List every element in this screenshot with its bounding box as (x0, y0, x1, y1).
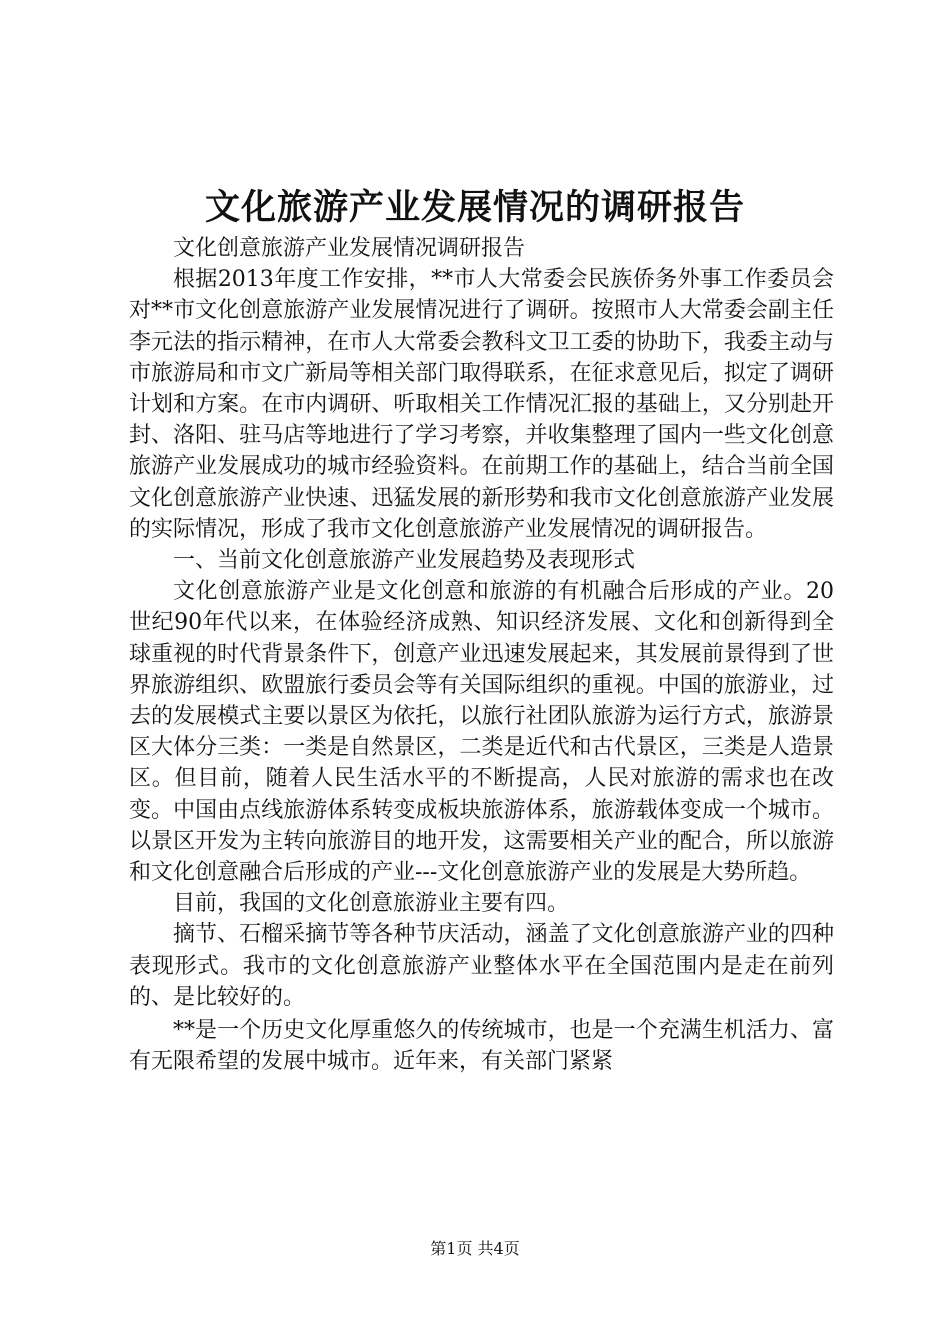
section-heading-1: 一、当前文化创意旅游产业发展趋势及表现形式 (173, 548, 636, 574)
page-footer: 第1页 共4页 (430, 1239, 520, 1258)
paragraph-current: 目前，我国的文化创意旅游业主要有四。 (173, 891, 570, 917)
paragraph-trend: 文化创意旅游产业是文化创意和旅游的有机融合后形成的产业。20世纪90年代以来，在体验经济成熟、知识经济发展、文化和创新得到全球重视的时代背景条件下，创意产业迅速发展起来，其发展前景得到了世界旅游组织、欧盟旅行委员会等有关国际组织的重视。中国的旅游业，过去的发展模式主要以景区为依托，以旅行社团队旅游为运行方式，旅游景区大体分三类：一类是自然景区，二类是近代和古代景区，三类是人造景区。但目前，随着人民生活水平的不断提高，人民对旅游的需求也在改变。中国由点线旅游体系转变成板块旅游体系，旅游载体变成一个城市。以景区开发为主转向旅游目的地开发，这需要相关产业的配合，所以旅游和文化创意融合后形成的产业---文化创意旅游产业的发展是大势所趋。 (129, 579, 834, 886)
paragraph-subtitle: 文化创意旅游产业发展情况调研报告 (173, 236, 526, 261)
document-title: 文化旅游产业发展情况的调研报告 (204, 187, 745, 228)
paragraph-festivals: 摘节、石榴采摘节等各种节庆活动，涵盖了文化创意旅游产业的四种表现形式。我市的文化创意旅游产业整体水平在全国范围内是走在前列的、是比较好的。 (129, 922, 834, 1010)
paragraph-city: **是一个历史文化厚重悠久的传统城市，也是一个充满生机活力、富有无限希望的发展中城市。近年来，有关部门紧紧 (129, 1018, 834, 1075)
paragraph-intro: 根据2013年度工作安排，**市人大常委会民族侨务外事工作委员会对**市文化创意旅游产业发展情况进行了调研。按照市人大常委会副主任李元法的指示精神，在市人大常委会教科文卫工委的协助下，我委主动与市旅游局和市文广新局等相关部门取得联系，在征求意见后，拟定了调研计划和方案。在市内调研、听取相关工作情况汇报的基础上，又分别赴开封、洛阳、驻马店等地进行了学习考察，并收集整理了国内一些文化创意旅游产业发展成功的城市经验资料。在前期工作的基础上，结合当前全国文化创意旅游产业快速、迅猛发展的新形势和我市文化创意旅游产业发展的实际情况，形成了我市文化创意旅游产业发展情况的调研报告。 (129, 267, 834, 542)
document-body (129, 233, 834, 1077)
